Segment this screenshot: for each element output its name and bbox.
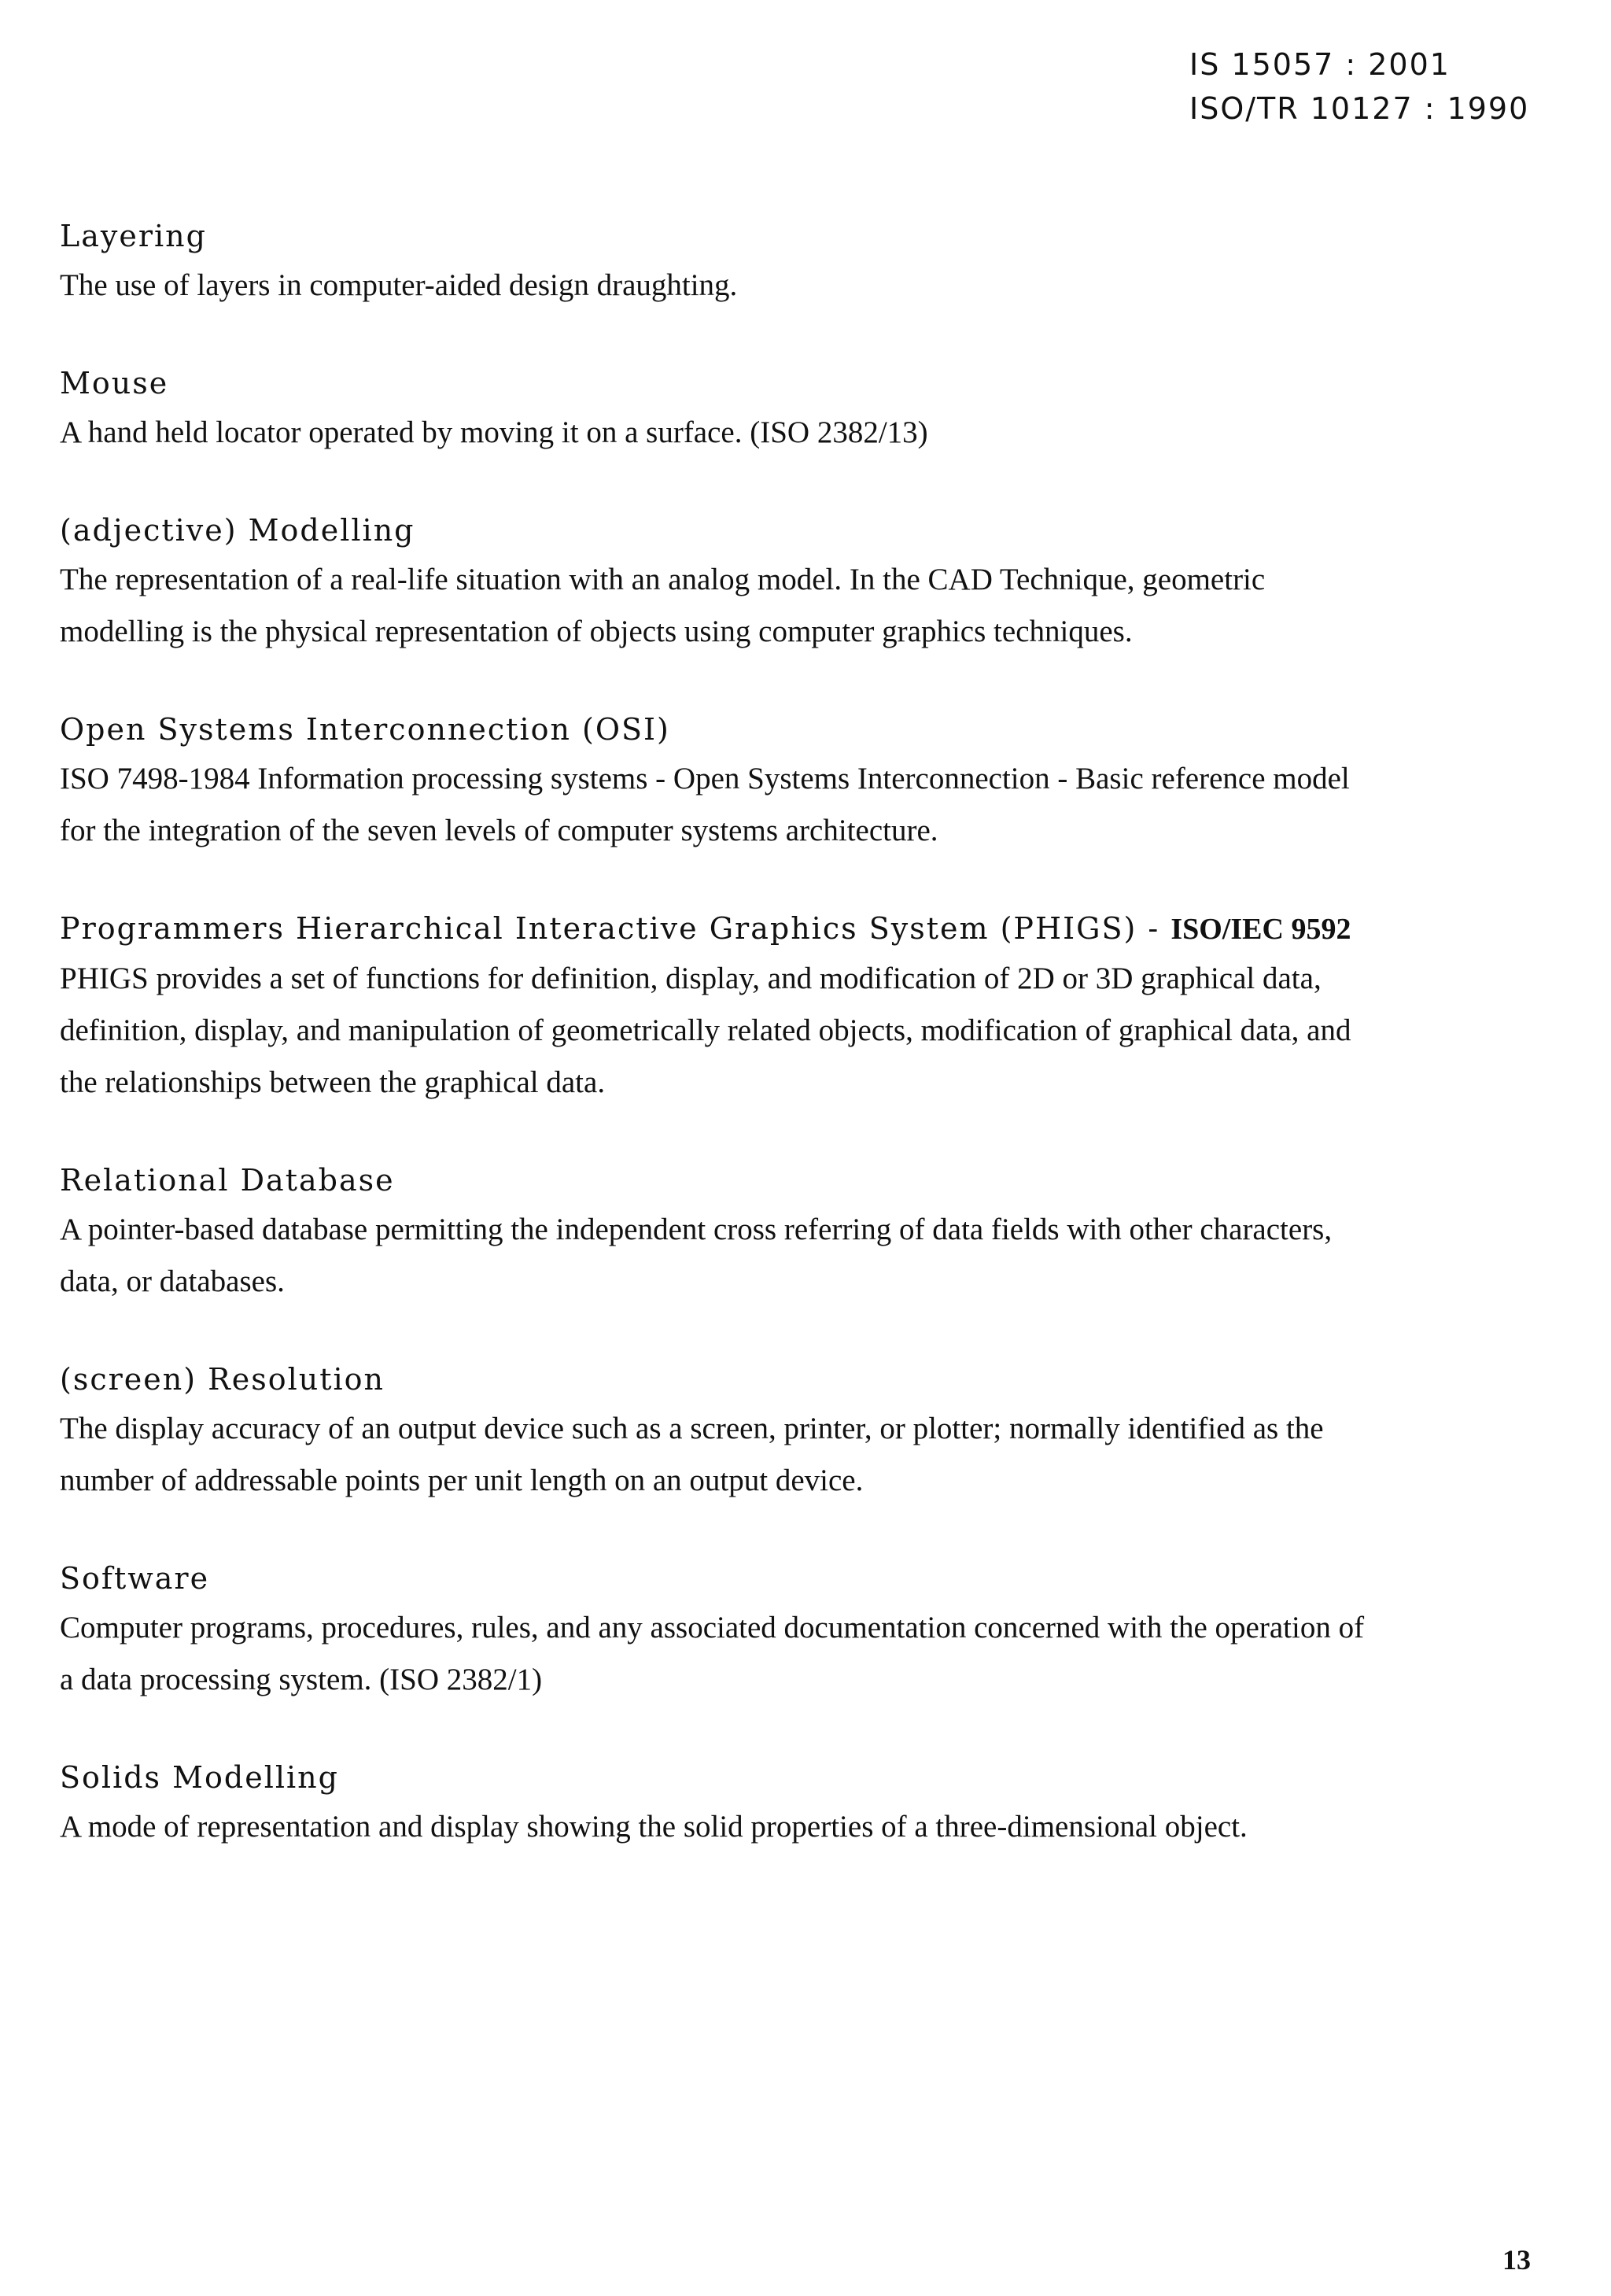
glossary-entry-mouse <box>60 360 1539 459</box>
glossary-entry-resolution <box>60 1356 1539 1507</box>
definition-line: data, or databases. <box>60 1264 285 1298</box>
definition-line: for the integration of the seven levels of computer systems architecture. <box>60 814 938 847</box>
term-heading: Solids Modelling <box>60 1760 339 1795</box>
term-heading: (adjective) Modelling <box>60 513 415 548</box>
standard-reference: ISO/IEC 9592 <box>1170 913 1351 946</box>
term-definition <box>60 407 1539 459</box>
term-definition <box>60 1801 1539 1853</box>
definition-line: A hand held locator operated by moving it on a surface. (ISO 2382/13) <box>60 415 928 449</box>
glossary-body <box>60 212 1539 1901</box>
definition-line: the relationships between the graphical data. <box>60 1065 606 1099</box>
glossary-entry-modelling <box>60 507 1539 658</box>
definition-line: The use of layers in computer-aided design draughting. <box>60 268 738 302</box>
term-definition <box>60 753 1539 857</box>
definition-line: definition, display, and manipulation of geometrically related objects, modification of graphical data, and <box>60 1013 1351 1047</box>
glossary-entry-solids-modelling <box>60 1754 1539 1853</box>
term-definition <box>60 953 1539 1109</box>
glossary-entry-phigs <box>60 905 1539 1109</box>
term-definition <box>60 1403 1539 1507</box>
term-definition <box>60 260 1539 312</box>
glossary-entry-osi <box>60 706 1539 857</box>
term-definition <box>60 1204 1539 1308</box>
term-separator: - <box>1137 911 1171 946</box>
definition-line: modelling is the physical representation of objects using computer graphics techniques. <box>60 615 1133 648</box>
glossary-entry-layering <box>60 212 1539 312</box>
page-number: 13 <box>1502 2244 1531 2276</box>
definition-line: The representation of a real-life situation with an analog model. In the CAD Technique, geometric <box>60 563 1266 596</box>
definition-line: A mode of representation and display showing the solid properties of a three-dimensional object. <box>60 1810 1248 1844</box>
term-definition <box>60 1602 1539 1706</box>
term-heading: (screen) Resolution <box>60 1362 385 1397</box>
term-heading: Relational Database <box>60 1163 395 1198</box>
tech-report-number: ISO/TR 10127 : 1990 <box>1189 91 1530 126</box>
definition-line: a data processing system. (ISO 2382/1) <box>60 1663 543 1696</box>
glossary-entry-software <box>60 1555 1539 1706</box>
term-heading: Software <box>60 1561 210 1596</box>
standard-number: IS 15057 : 2001 <box>1189 47 1451 82</box>
term-heading: Open Systems Interconnection (OSI) <box>60 712 670 747</box>
term-text: Programmers Hierarchical Interactive Graphics System (PHIGS) <box>60 911 1137 946</box>
term-heading: Mouse <box>60 366 169 401</box>
term-heading: Layering <box>60 219 207 253</box>
definition-line: ISO 7498-1984 Information processing systems - Open Systems Interconnection - Basic reference model <box>60 762 1350 795</box>
definition-line: PHIGS provides a set of functions for definition, display, and modification of 2D or 3D graphical data, <box>60 962 1322 995</box>
definition-line: A pointer-based database permitting the independent cross referring of data fields with other characters, <box>60 1213 1333 1246</box>
document-header <box>1189 42 1529 131</box>
glossary-entry-relational-database <box>60 1157 1539 1308</box>
definition-line: number of addressable points per unit length on an output device. <box>60 1464 864 1497</box>
definition-line: Computer programs, procedures, rules, and any associated documentation concerned with the operation of <box>60 1611 1365 1644</box>
term-definition <box>60 554 1539 658</box>
definition-line: The display accuracy of an output device such as a screen, printer, or plotter; normally identified as the <box>60 1412 1324 1445</box>
term-heading <box>60 905 1539 953</box>
